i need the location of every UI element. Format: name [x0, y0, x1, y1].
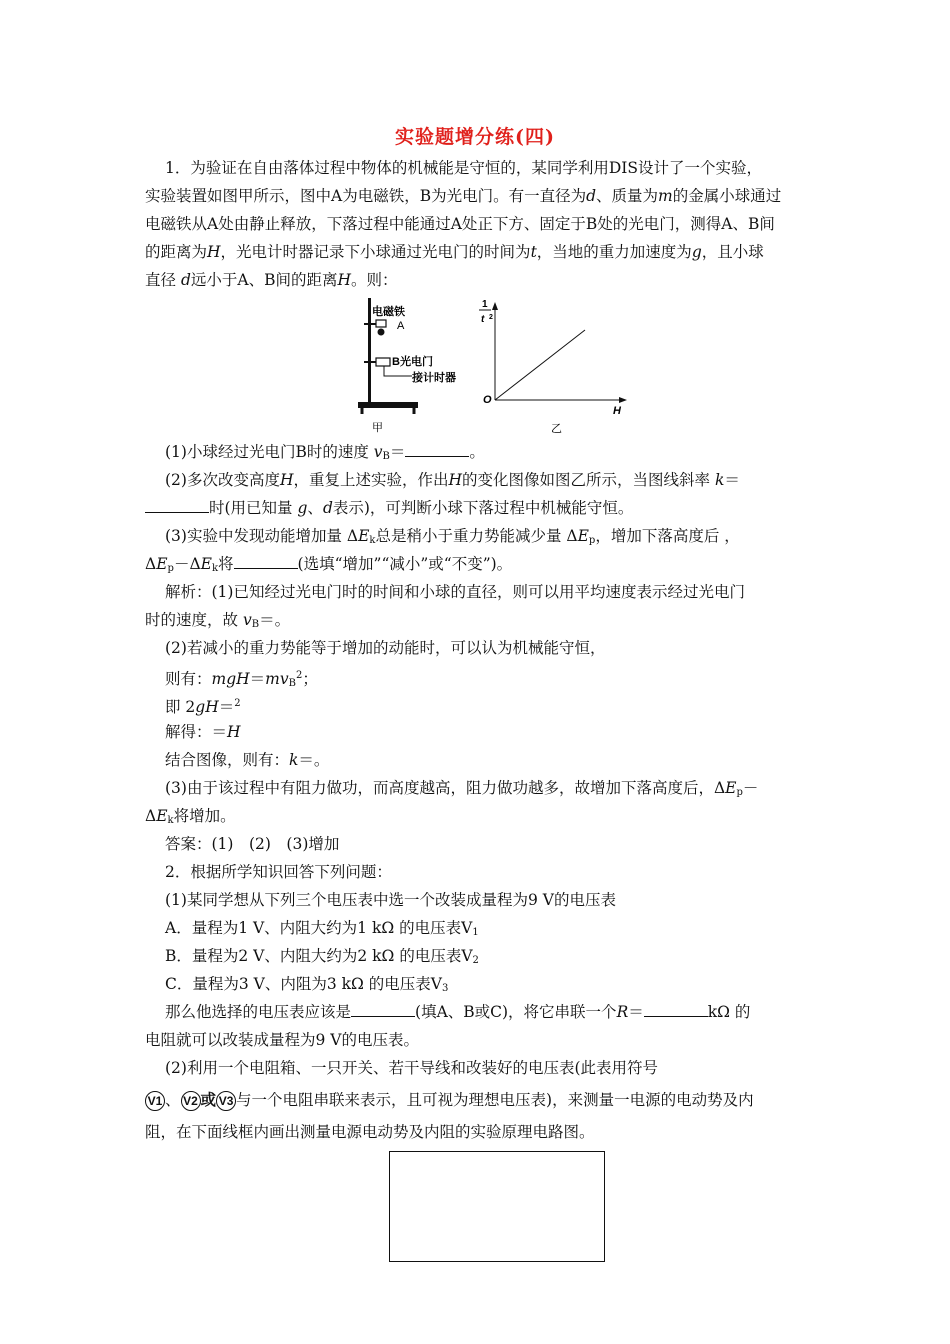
q2-sub2-line-2: V1 、 V2 或 V3 与一个电阻串联来表示，且可视为理想电压表)，来测量一电源的电动势及内	[145, 1090, 805, 1111]
analysis-line-8: (3)由于该过程中有阻力做功，而高度越高，阻力做功越多，故增加下落高度后，$\Delta E_p-$	[165, 779, 759, 798]
magnet-icon	[376, 320, 386, 327]
x-label: H	[613, 405, 621, 417]
y-label-num: 1	[482, 299, 488, 310]
caption-yi: 乙	[551, 423, 562, 435]
q1-sub2-line-1: (2)多次改变高度H，重复上述实验，作出H的变化图像如图乙所示，当图线斜率 k＝	[165, 471, 740, 489]
answer-line: 答案：(1) (2) (3)增加	[165, 835, 340, 853]
q1-stem-line-5: 直径 d远小于A、B间的距离H。则：	[145, 271, 398, 289]
voltmeter-v2-icon: V2	[181, 1091, 201, 1111]
voltmeter-v1-icon: V1	[145, 1091, 165, 1111]
q1-stem-line-2: 实验装置如图甲所示，图中A为电磁铁，B为光电门。有一直径为d、质量为m的金属小球通过	[145, 187, 782, 205]
blank-4	[351, 1002, 415, 1017]
ball-icon	[378, 329, 385, 336]
graph-line	[495, 330, 585, 400]
blank-1	[405, 442, 469, 457]
page-title: 实验题增分练(四)	[395, 126, 555, 148]
q2-option-a: A．量程为1 V、内阻大约为1 kΩ 的电压表$V_1$	[165, 919, 479, 938]
q2-stem: 2．根据所学知识回答下列问题：	[165, 863, 392, 881]
q2-sub1: (1)某同学想从下列三个电压表中选一个改装成量程为9 V的电压表	[165, 891, 616, 909]
analysis-line-3: (2)若减小的重力势能等于增加的动能时，可以认为机械能守恒，	[165, 639, 606, 657]
label-magnet: 电磁铁	[372, 306, 405, 318]
blank-5	[644, 1002, 708, 1017]
blank-2	[145, 498, 209, 513]
q1-sub2-line-2: 时(用已知量 g、d表示)，可判断小球下落过程中机械能守恒。	[145, 498, 805, 518]
figure-apparatus	[350, 298, 460, 433]
q1-stem-line-3: 电磁铁从A处由静止释放，下落过程中能通过A处正下方、固定于B处的光电门，测得A、B间	[145, 215, 775, 233]
origin-label: O	[483, 394, 492, 406]
y-label-den: t	[481, 314, 485, 325]
analysis-line-2: 时的速度，故 $v_B=$。	[145, 611, 291, 630]
q1-sub1: (1)小球经过光电门B时的速度 $v_B=$ 。	[165, 443, 485, 462]
q1-stem-line-4: 的距离为H，光电计时器记录下小球通过光电门的时间为t，当地的重力加速度为g，且小球	[145, 243, 764, 261]
analysis-line-6: 解得：＝H	[165, 723, 241, 741]
analysis-line-5: 即 2gH＝$^2$	[165, 698, 241, 716]
analysis-line-1: 解析：(1)已知经过光电门时的时间和小球的直径，则可以用平均速度表示经过光电门	[165, 583, 745, 601]
stand-pole	[368, 298, 371, 408]
q2-choose-line-2: 电阻就可以改装成量程为9 V的电压表。	[145, 1031, 419, 1049]
q2-sub2-line-3: 阻，在下面线框内画出测量电源电动势及内阻的实验原理电路图。	[145, 1123, 595, 1141]
q2-option-b: B．量程为2 V、内阻大约为2 kΩ 的电压表$V_2$	[165, 947, 479, 966]
q1-stem-line-1: 1．为验证在自由落体过程中物体的机械能是守恒的，某同学利用DIS设计了一个实验，	[165, 159, 763, 177]
analysis-line-9: $\Delta E_k$将增加。	[145, 807, 236, 826]
photogate-icon	[376, 358, 390, 366]
voltmeter-v3-icon: V3	[216, 1091, 236, 1111]
y-label-exp: 2	[489, 314, 493, 321]
label-timer: 接计时器	[412, 372, 456, 384]
figure-graph	[475, 296, 635, 436]
caption-jia: 甲	[372, 422, 383, 433]
q2-choose-line-1: 那么他选择的电压表应该是 (填A、B或C)，将它串联一个R＝ kΩ 的	[165, 1003, 751, 1021]
label-A: A	[397, 320, 405, 332]
circuit-drawing-box[interactable]	[389, 1151, 605, 1262]
analysis-line-4: 则有：$mgH=mv_B^2$；	[165, 670, 318, 689]
q1-sub3-line-2: $\Delta E_p-\Delta E_k$将 (选填“增加”“减小”或“不变”)。	[145, 555, 513, 574]
q1-sub3-line-1: (3)实验中发现动能增加量 $\Delta E_k$总是稍小于重力势能减少量 $\Delta E_p$，增加下落高度后 ，	[165, 527, 740, 546]
label-gate: B光电门	[392, 356, 433, 368]
stand-base	[358, 402, 418, 408]
blank-3	[234, 554, 298, 569]
q2-sub2-line-1: (2)利用一个电阻箱、一只开关、若干导线和改装好的电压表(此表用符号	[165, 1059, 659, 1077]
analysis-line-7: 结合图像，则有：k＝。	[165, 751, 330, 769]
q2-option-c: C．量程为3 V、内阻为3 kΩ 的电压表$V_3$	[165, 975, 449, 994]
